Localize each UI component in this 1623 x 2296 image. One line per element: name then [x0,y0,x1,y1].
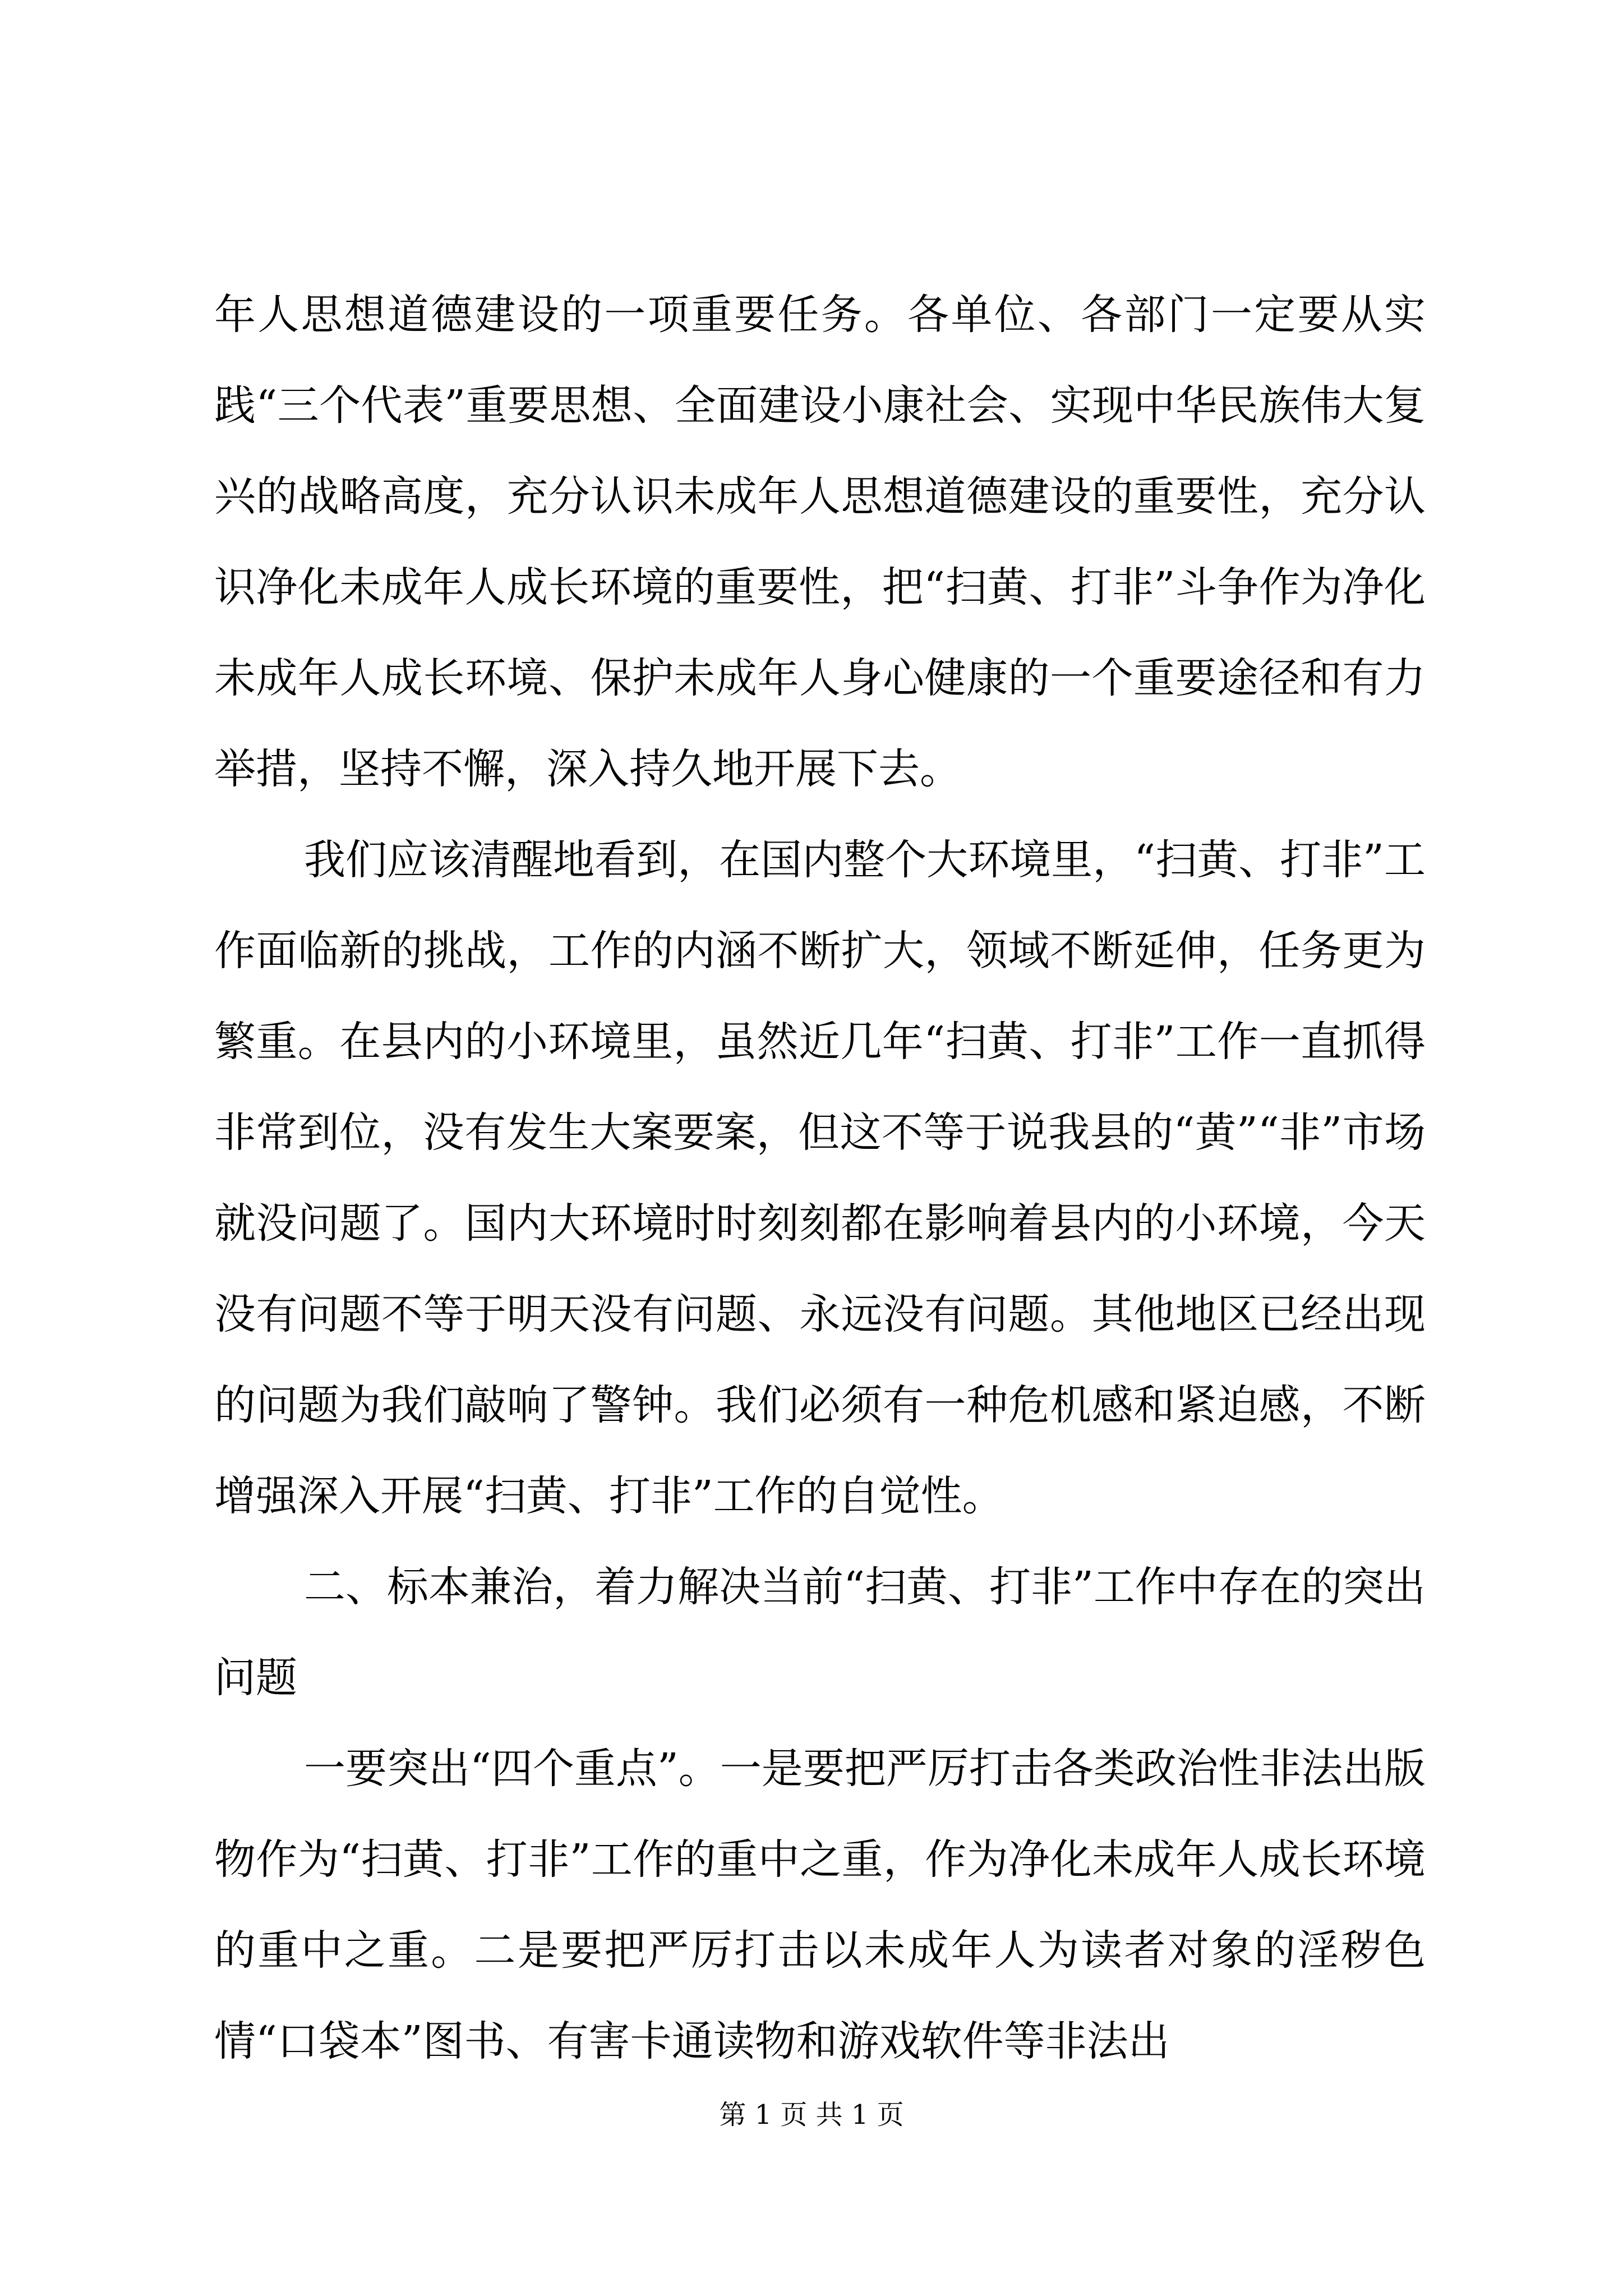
document-body [214,269,1426,2087]
paragraph-2: 我们应该清醒地看到，在国内整个大环境里，“扫黄、打非”工作面临新的挑战，工作的内涵不断扩大，领域不断延伸，任务更为繁重。在县内的小环境里，虽然近几年“扫黄、打非”工作一直抓得非常到位，没有发生大案要案，但这不等于说我县的“黄”“非”市场就没问题了。国内大环境时时刻刻都在影响着县内的小环境，今天没有问题不等于明天没有问题、永远没有问题。其他地区已经出现的问题为我们敲响了警钟。我们必须有一种危机感和紧迫感，不断增强深入开展“扫黄、打非”工作的自觉性。 [214,836,1426,1520]
section-heading-2: 二、标本兼治，着力解决当前“扫黄、打非”工作中存在的突出问题 [214,1563,1426,1702]
page-footer: 第 1 页 共 1 页 [719,2099,904,2131]
paragraph-1: 年人思想道德建设的一项重要任务。各单位、各部门一定要从实践“三个代表”重要思想、全面建设小康社会、实现中华民族伟大复兴的战略高度，充分认识未成年人思想道德建设的重要性，充分认识净化未成年人成长环境的重要性，把“扫黄、打非”斗争作为净化未成年人成长环境、保护未成年人身心健康的一个重要途径和有力举措，坚持不懈，深入持久地开展下去。 [214,291,1426,793]
paragraph-4: 一要突出“四个重点”。一是要把严厉打击各类政治性非法出版物作为“扫黄、打非”工作的重中之重，作为净化未成年人成长环境的重中之重。二是要把严厉打击以未成年人为读者对象的淫秽色情“口袋本”图书、有害卡通读物和游戏软件等非法出 [214,1745,1426,2065]
